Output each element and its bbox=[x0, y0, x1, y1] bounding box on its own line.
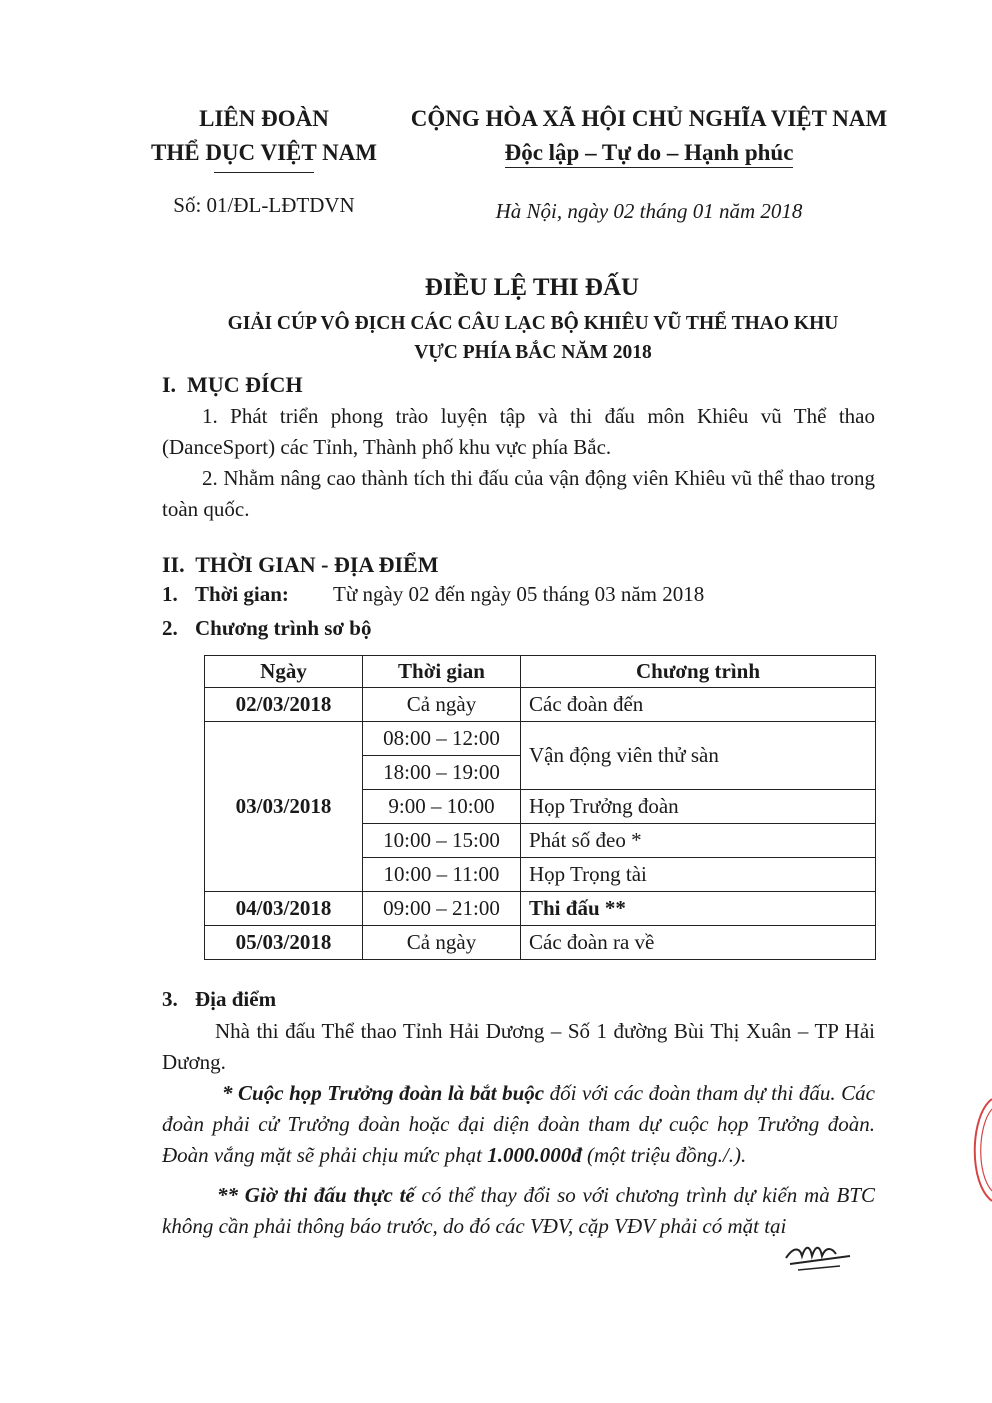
table-row bbox=[205, 722, 876, 756]
note1-text-end: (một triệu đồng./.). bbox=[581, 1143, 747, 1167]
note-leader-meeting bbox=[162, 1078, 875, 1171]
program-label: Chương trình sơ bộ bbox=[195, 616, 372, 640]
program-cell: Các đoàn đến bbox=[521, 688, 876, 722]
time-cell: 9:00 – 10:00 bbox=[363, 790, 521, 824]
table-row bbox=[205, 892, 876, 926]
section1-item2: 2. Nhằm nâng cao thành tích thi đấu của vận động viên Khiêu vũ thể thao trong toàn quốc. bbox=[162, 466, 875, 521]
date-cell: 02/03/2018 bbox=[205, 688, 363, 722]
nation-motto bbox=[410, 140, 888, 166]
time-number: 1. bbox=[162, 582, 178, 606]
section1-item1: 1. Phát triển phong trào luyện tập và thi đấu môn Khiêu vũ Thể thao (DanceSport) các Tỉnh, Thành phố khu vực phía Bắc. bbox=[162, 404, 875, 459]
venue-number: 3. bbox=[162, 987, 178, 1011]
venue-text: Nhà thi đấu Thể thao Tỉnh Hải Dương – Số 1 đường Bùi Thị Xuân – TP Hải Dương. bbox=[162, 1019, 875, 1074]
note1-bold: * Cuộc họp Trưởng đoàn là bắt buộc bbox=[222, 1081, 545, 1105]
program-number: 2. bbox=[162, 616, 178, 640]
note-competition-time bbox=[162, 1180, 875, 1242]
nation-title: CỘNG HÒA XÃ HỘI CHỦ NGHĨA VIỆT NAM bbox=[410, 106, 888, 131]
org-name-line1: LIÊN ĐOÀN bbox=[199, 106, 329, 131]
program-cell: Các đoàn ra về bbox=[521, 926, 876, 960]
program-cell: Thi đấu ** bbox=[521, 892, 876, 926]
time-cell: 10:00 – 15:00 bbox=[363, 824, 521, 858]
time-cell: 18:00 – 19:00 bbox=[363, 756, 521, 790]
note2-text: có thể thay đổi so với chương trình dự kiến mà BTC không cần phải thông báo trước, do đó các VĐV, cặp VĐV phải có mặt tại bbox=[162, 1183, 875, 1238]
nation-motto-text: Độc lập – Tự do – Hạnh phúc bbox=[505, 140, 794, 168]
date-cell: 03/03/2018 bbox=[205, 722, 363, 892]
table-header-row bbox=[205, 656, 876, 688]
time-value: Từ ngày 02 đến ngày 05 tháng 03 năm 2018 bbox=[333, 582, 705, 606]
time-cell: Cả ngày bbox=[363, 926, 521, 960]
date-cell: 04/03/2018 bbox=[205, 892, 363, 926]
time-cell: Cả ngày bbox=[363, 688, 521, 722]
note2-bold: ** Giờ thi đấu thực tế bbox=[217, 1183, 415, 1207]
program-cell: Phát số đeo * bbox=[521, 824, 876, 858]
time-label: Thời gian: bbox=[195, 582, 289, 606]
note1-fine: 1.000.000đ bbox=[487, 1143, 582, 1167]
header-time: Thời gian bbox=[363, 656, 521, 688]
program-cell: Vận động viên thử sàn bbox=[521, 722, 876, 790]
signature-initials bbox=[780, 1238, 860, 1274]
org-underline bbox=[214, 172, 314, 173]
header-date: Ngày bbox=[205, 656, 363, 688]
time-cell: 10:00 – 11:00 bbox=[363, 858, 521, 892]
time-cell: 09:00 – 21:00 bbox=[363, 892, 521, 926]
section1-heading: I. MỤC ĐÍCH bbox=[162, 372, 303, 397]
table-row bbox=[205, 688, 876, 722]
time-cell: 08:00 – 12:00 bbox=[363, 722, 521, 756]
venue-label: Địa điểm bbox=[195, 987, 277, 1011]
note1-text: đối với các đoàn tham dự thi đấu. Các đoàn phải cử Trưởng đoàn hoặc đại diện đoàn tham dự cuộc họp Trưởng đoàn. Đoàn vắng mặt sẽ phải chịu mức phạt bbox=[162, 1081, 875, 1167]
schedule-table bbox=[204, 655, 876, 960]
program-cell: Họp Trưởng đoàn bbox=[521, 790, 876, 824]
doc-number: Số: 01/ĐL-LĐTDVN bbox=[173, 193, 355, 217]
section2-heading: II. THỜI GIAN - ĐỊA ĐIỂM bbox=[162, 552, 439, 577]
org-name-line2: THỂ DỤC VIỆT NAM bbox=[151, 140, 377, 165]
document-subtitle-line2: VỰC PHÍA BẮC NĂM 2018 bbox=[414, 342, 652, 363]
table-row bbox=[205, 926, 876, 960]
header-program: Chương trình bbox=[521, 656, 876, 688]
document-title: ĐIỀU LỆ THI ĐẤU bbox=[424, 274, 640, 301]
stamp-edge bbox=[962, 1095, 992, 1205]
date-cell: 05/03/2018 bbox=[205, 926, 363, 960]
document-subtitle-line1: GIẢI CÚP VÔ ĐỊCH CÁC CÂU LẠC BỘ KHIÊU VŨ THỂ THAO KHU bbox=[227, 313, 839, 334]
program-cell: Họp Trọng tài bbox=[521, 858, 876, 892]
place-date: Hà Nội, ngày 02 tháng 01 năm 2018 bbox=[495, 199, 803, 223]
